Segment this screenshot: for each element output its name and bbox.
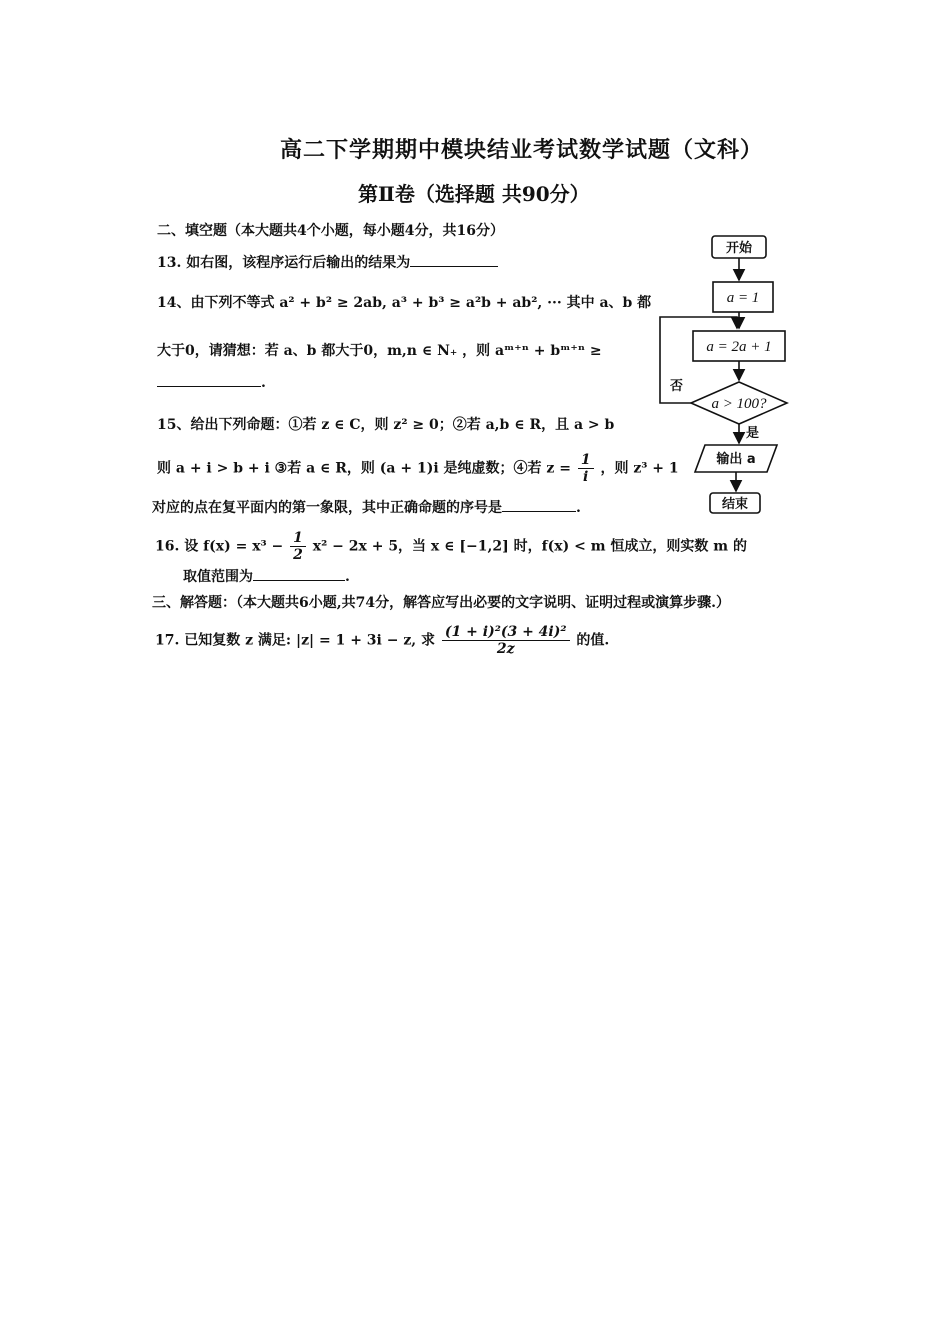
flow-update-label: a = 2a + 1 xyxy=(706,339,772,355)
q15-line2-text: 则 a + i > b + i ③若 a ∈ R，则 (a + 1)i 是纯虚数；④若 z = xyxy=(157,460,571,477)
q17-tail: 的值. xyxy=(576,632,610,649)
question-13 xyxy=(157,252,498,272)
flow-output-label: 输出 a xyxy=(716,452,756,467)
q15-fraction xyxy=(578,452,594,485)
q15-period: . xyxy=(576,500,581,516)
flow-no-label: 否 xyxy=(670,379,684,394)
flow-start-label: 开始 xyxy=(725,241,753,256)
flow-condition-label: a > 100? xyxy=(711,396,767,412)
q13-text: 13. 如右图，该程序运行后输出的结果为 xyxy=(157,255,411,271)
q15-line2-tail: ，则 z³ + 1 xyxy=(600,460,679,477)
q17-frac-numerator: (1 + i)²(3 + 4i)² xyxy=(442,624,570,641)
q16-line2-text: 取值范围为 xyxy=(183,569,253,585)
q16-frac-denominator: 2 xyxy=(293,547,303,563)
q16-period: . xyxy=(345,569,350,585)
q16-fraction xyxy=(290,530,306,563)
q15-line2 xyxy=(157,452,679,485)
q15-line3 xyxy=(152,497,581,517)
q15-answer-blank xyxy=(502,497,576,512)
q14-answer-blank xyxy=(157,372,261,387)
flow-yes-label: 是 xyxy=(746,426,760,441)
question-17 xyxy=(155,624,609,657)
q16-line1 xyxy=(155,530,747,563)
q15-line1: 15、给出下列命题：①若 z ∈ C，则 z² ≥ 0；②若 a,b ∈ R，且 a > b xyxy=(157,417,615,433)
q14-line3 xyxy=(157,372,266,391)
q16-line1-tail: x² − 2x + 5，当 x ∈ [−1,2] 时，f(x) < m 恒成立，则实数 m 的 xyxy=(312,538,747,555)
q17-fraction xyxy=(442,624,570,657)
section-subtitle: 第Ⅱ卷（选择题 共90分） xyxy=(358,182,590,206)
flow-init-label: a = 1 xyxy=(726,290,760,306)
q14-line2: 大于0，请猜想：若 a、b 都大于0，m,n ∈ N₊ ，则 aᵐ⁺ⁿ + bᵐ⁺ⁿ ≥ xyxy=(157,343,602,359)
flow-end-label: 结束 xyxy=(721,497,749,512)
q15-frac-numerator: 1 xyxy=(578,452,594,469)
q15-frac-denominator: i xyxy=(583,469,589,485)
q16-answer-blank xyxy=(253,566,345,581)
q16-line1-text: 16. 设 f(x) = x³ − xyxy=(155,538,284,555)
q17-text: 17. 已知复数 z 满足: |z| = 1 + 3i − z, 求 xyxy=(155,632,436,649)
program-flowchart xyxy=(640,225,810,525)
exam-title: 高二下学期期中模块结业考试数学试题（文科） xyxy=(280,137,764,163)
q15-line3-text: 对应的点在复平面内的第一象限，其中正确命题的序号是 xyxy=(152,500,502,516)
q16-line2 xyxy=(183,566,350,586)
section3-heading: 三、解答题：（本大题共6小题,共74分，解答应写出必要的文字说明、证明过程或演算步骤.） xyxy=(152,595,730,611)
q14-line1: 14、由下列不等式 a² + b² ≥ 2ab, a³ + b³ ≥ a²b + ab², ··· 其中 a、b 都 xyxy=(157,295,652,311)
q17-frac-denominator: 2z xyxy=(496,641,515,657)
q13-answer-blank xyxy=(410,252,498,267)
section2-heading: 二、填空题（本大题共4个小题，每小题4分，共16分） xyxy=(157,223,504,239)
q14-period: . xyxy=(261,375,266,391)
q16-frac-numerator: 1 xyxy=(290,530,306,547)
